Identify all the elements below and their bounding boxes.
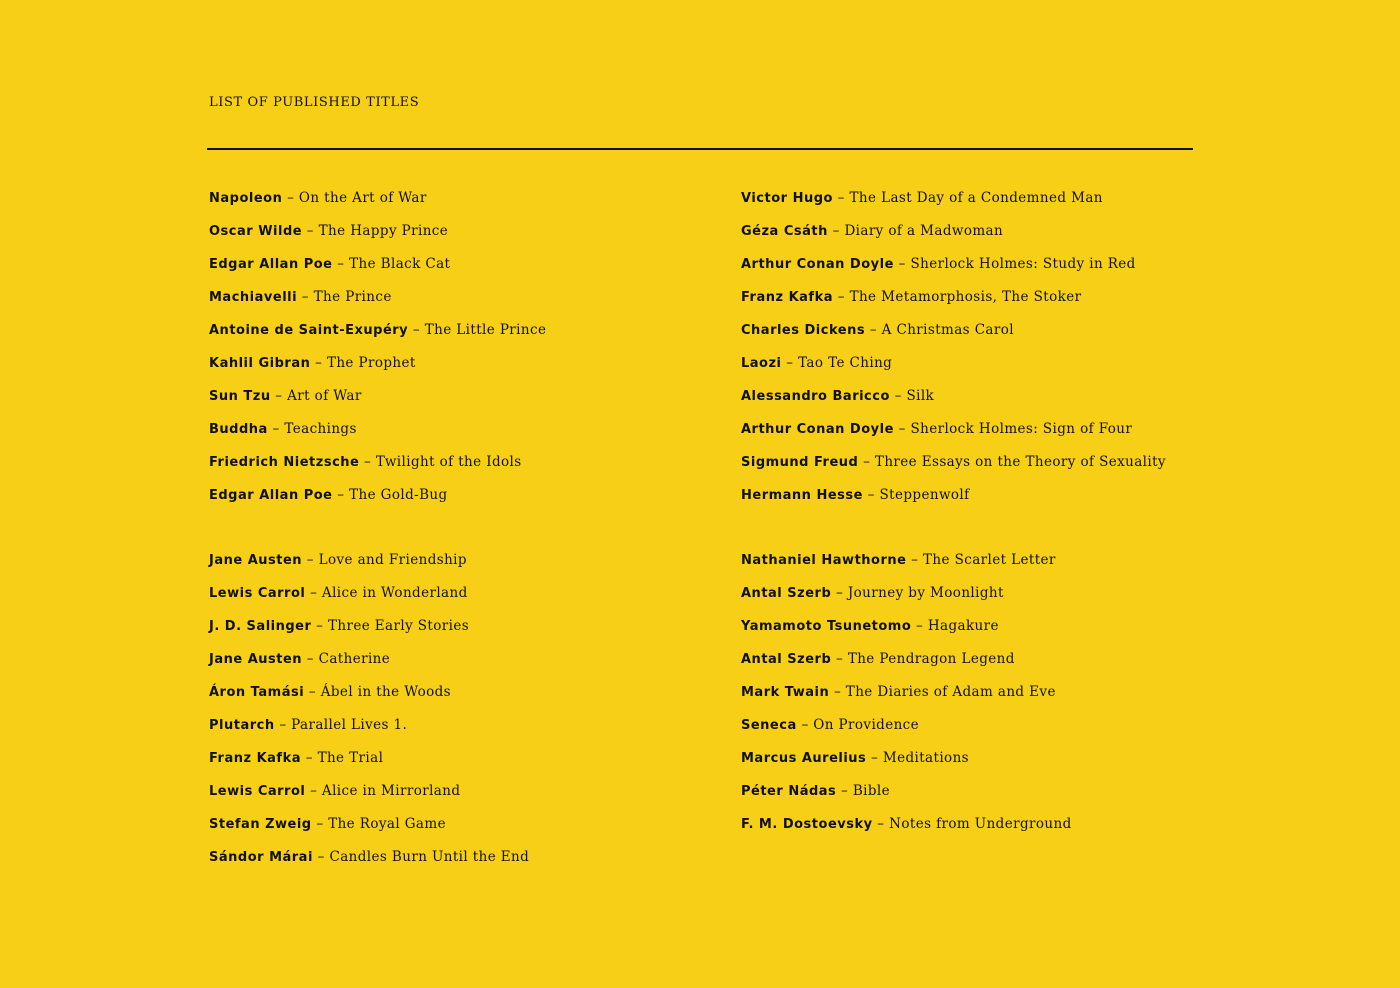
book-title: Sherlock Holmes: Study in Red [910, 256, 1136, 272]
separator-dash: – [306, 552, 314, 568]
list-item [741, 814, 1072, 847]
list-item [209, 353, 546, 386]
separator-dash: – [894, 388, 902, 404]
list-item [209, 452, 546, 485]
list-item [209, 386, 546, 419]
separator-dash: – [310, 783, 318, 799]
author-name: Mark Twain [741, 685, 830, 700]
author-name: Géza Csáth [741, 224, 828, 239]
book-title: Candles Burn Until the End [329, 849, 530, 865]
author-name: Sun Tzu [209, 389, 271, 404]
separator-dash: – [786, 355, 794, 371]
list-item [209, 781, 529, 814]
author-name: Victor Hugo [741, 191, 833, 206]
separator-dash: – [306, 651, 314, 667]
list-item [209, 682, 529, 715]
list-item [209, 419, 546, 452]
separator-dash: – [316, 618, 324, 634]
list-item [741, 287, 1166, 320]
separator-dash: – [316, 816, 324, 832]
separator-dash: – [364, 454, 372, 470]
list-item [209, 254, 546, 287]
header-divider [207, 148, 1193, 150]
author-name: Seneca [741, 718, 797, 733]
separator-dash: – [272, 421, 280, 437]
list-item [741, 583, 1072, 616]
separator-dash: – [801, 717, 809, 733]
separator-dash: – [832, 223, 840, 239]
author-name: Buddha [209, 422, 268, 437]
book-title: Teachings [284, 421, 357, 437]
author-name: Sándor Márai [209, 850, 313, 865]
list-item [741, 386, 1166, 419]
author-name: Oscar Wilde [209, 224, 303, 239]
book-title: The Gold-Bug [349, 487, 448, 503]
list-item [741, 616, 1072, 649]
author-name: Alessandro Baricco [741, 389, 890, 404]
separator-dash: – [317, 849, 325, 865]
separator-dash: – [301, 289, 309, 305]
list-item [209, 485, 546, 518]
separator-dash: – [877, 816, 885, 832]
author-name: Plutarch [209, 718, 275, 733]
separator-dash: – [308, 684, 317, 700]
author-name: Arthur Conan Doyle [741, 422, 894, 437]
author-name: Áron Tamási [209, 685, 305, 700]
separator-dash: – [833, 684, 842, 700]
author-name: Charles Dickens [741, 323, 866, 338]
author-name: Stefan Zweig [209, 817, 312, 832]
separator-dash: – [911, 552, 919, 568]
separator-dash: – [279, 717, 287, 733]
book-title: Love and Friendship [318, 552, 467, 568]
separator-dash: – [871, 750, 879, 766]
list-item [209, 583, 529, 616]
book-title: Tao Te Ching [798, 355, 893, 371]
list-item [741, 320, 1166, 353]
separator-dash: – [898, 421, 906, 437]
book-title: The Pendragon Legend [847, 651, 1015, 667]
separator-dash: – [867, 487, 875, 503]
list-item [741, 748, 1072, 781]
book-title: Catherine [318, 651, 391, 667]
book-title: The Metamorphosis, The Stoker [849, 289, 1082, 305]
list-item [741, 188, 1166, 221]
author-name: Jane Austen [209, 553, 303, 568]
book-title: A Christmas Carol [881, 322, 1014, 338]
book-title: The Diaries of Adam and Eve [845, 684, 1056, 700]
book-title: Parallel Lives 1. [291, 717, 408, 733]
separator-dash: – [306, 223, 314, 239]
separator-dash: – [315, 355, 323, 371]
book-title: Notes from Underground [889, 816, 1072, 832]
book-title: On Providence [813, 717, 920, 733]
author-name: Sigmund Freud [741, 455, 859, 470]
title-list-group-3 [209, 550, 529, 880]
book-title: The Royal Game [328, 816, 446, 832]
list-item [209, 287, 546, 320]
page-title: LIST OF PUBLISHED TITLES [209, 95, 420, 110]
author-name: Lewis Carrol [209, 586, 306, 601]
list-item [741, 781, 1072, 814]
list-item [741, 221, 1166, 254]
book-title: Meditations [882, 750, 969, 766]
book-title: The Happy Prince [318, 223, 449, 239]
author-name: Laozi [741, 356, 782, 371]
list-item [209, 814, 529, 847]
list-item [209, 715, 529, 748]
title-list-group-2 [741, 188, 1166, 518]
list-item [741, 649, 1072, 682]
separator-dash: – [835, 651, 844, 667]
list-item [209, 649, 529, 682]
title-list-group-1 [209, 188, 546, 518]
list-item [209, 748, 529, 781]
list-item [741, 353, 1166, 386]
list-item [209, 616, 529, 649]
author-name: Franz Kafka [741, 290, 833, 305]
author-name: Hermann Hesse [741, 488, 863, 503]
list-item [741, 550, 1072, 583]
list-item [741, 715, 1072, 748]
book-title: Art of War [287, 388, 362, 404]
author-name: Antoine de Saint-Exupéry [209, 323, 409, 338]
author-name: Nathaniel Hawthorne [741, 553, 907, 568]
book-title: Silk [906, 388, 935, 404]
author-name: F. M. Dostoevsky [741, 817, 873, 832]
book-title: The Prophet [326, 355, 416, 371]
author-name: Franz Kafka [209, 751, 301, 766]
separator-dash: – [837, 289, 845, 305]
author-name: Friedrich Nietzsche [209, 455, 360, 470]
book-title: Journey by Moonlight [847, 585, 1004, 601]
book-title: The Prince [313, 289, 392, 305]
author-name: Edgar Allan Poe [209, 488, 333, 503]
book-title: On the Art of War [298, 190, 427, 206]
list-item [741, 682, 1072, 715]
list-item [209, 221, 546, 254]
list-item [209, 188, 546, 221]
book-title: Twilight of the Idols [375, 454, 522, 470]
list-item [741, 485, 1166, 518]
list-item [209, 847, 529, 880]
book-title: The Scarlet Letter [923, 552, 1056, 568]
book-title: The Trial [317, 750, 384, 766]
separator-dash: – [287, 190, 295, 206]
title-list-group-4 [741, 550, 1072, 847]
author-name: Yamamoto Tsunetomo [741, 619, 912, 634]
author-name: Antal Szerb [741, 586, 832, 601]
separator-dash: – [337, 256, 345, 272]
book-title: Ábel in the Woods [320, 684, 452, 700]
book-title: Alice in Mirrorland [321, 783, 461, 799]
author-name: Lewis Carrol [209, 784, 306, 799]
book-title: The Black Cat [349, 256, 451, 272]
list-item [741, 254, 1166, 287]
author-name: Antal Szerb [741, 652, 832, 667]
separator-dash: – [898, 256, 906, 272]
separator-dash: – [869, 322, 877, 338]
author-name: Napoleon [209, 191, 283, 206]
separator-dash: – [305, 750, 313, 766]
author-name: Machiavelli [209, 290, 298, 305]
book-title: The Last Day of a Condemned Man [849, 190, 1103, 206]
separator-dash: – [310, 585, 318, 601]
book-title: Three Early Stories [327, 618, 470, 634]
book-title: The Little Prince [424, 322, 547, 338]
book-title: Alice in Wonderland [321, 585, 468, 601]
author-name: Arthur Conan Doyle [741, 257, 894, 272]
list-item [209, 550, 529, 583]
author-name: Kahlil Gibran [209, 356, 311, 371]
separator-dash: – [916, 618, 924, 634]
list-item [741, 452, 1166, 485]
list-item [209, 320, 546, 353]
separator-dash: – [275, 388, 283, 404]
author-name: Edgar Allan Poe [209, 257, 333, 272]
book-title: Steppenwolf [879, 487, 970, 503]
author-name: Jane Austen [209, 652, 303, 667]
book-title: Sherlock Holmes: Sign of Four [910, 421, 1133, 437]
separator-dash: – [840, 783, 849, 799]
author-name: Péter Nádas [741, 784, 837, 799]
separator-dash: – [837, 190, 845, 206]
list-item [741, 419, 1166, 452]
book-title: Diary of a Madwoman [844, 223, 1004, 239]
book-title: Hagakure [927, 618, 999, 634]
separator-dash: – [337, 487, 345, 503]
author-name: J. D. Salinger [209, 619, 312, 634]
separator-dash: – [835, 585, 844, 601]
separator-dash: – [412, 322, 421, 338]
author-name: Marcus Aurelius [741, 751, 867, 766]
separator-dash: – [863, 454, 871, 470]
book-title: Bible [852, 783, 891, 799]
book-title: Three Essays on the Theory of Sexuality [874, 454, 1166, 470]
